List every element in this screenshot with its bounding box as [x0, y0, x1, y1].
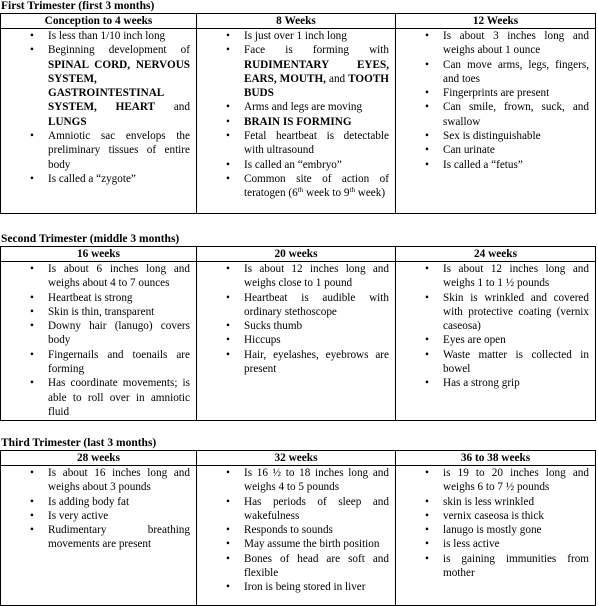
item-text: May assume the birth position: [244, 538, 380, 551]
list-item: [396, 537, 589, 551]
list-item: [1, 319, 190, 348]
item-text: and: [325, 72, 349, 85]
list-item: [396, 333, 589, 347]
bullet-list: [396, 466, 589, 580]
item-text: Is called a “fetus”: [443, 158, 523, 171]
item-text: Can move arms, legs, fingers, and toes: [443, 58, 589, 85]
item-text: Is called an “embryo”: [244, 158, 342, 171]
header-row: [1, 247, 596, 262]
list-item: [197, 319, 389, 333]
item-text: Is about 12 inches long and weighs close to 1 pound: [244, 263, 389, 290]
list-item: [197, 495, 389, 524]
emphasis-text: RUDIMENTARY EYES, EARS, MOUTH,: [244, 58, 389, 85]
list-item: [396, 86, 589, 100]
list-item: [197, 537, 389, 551]
item-text: Has coordinate movements; is able to roll over in amniotic fluid: [48, 377, 190, 418]
item-text: Hiccups: [244, 334, 281, 347]
superscript-text: th: [349, 186, 355, 195]
list-item: [197, 523, 389, 537]
list-item: [396, 58, 589, 87]
item-text: Is about 6 inches long and weighs about 4 to 7 ounces: [48, 263, 190, 290]
section-title: Third Trimester (last 3 months): [1, 437, 157, 449]
list-item: [197, 580, 389, 594]
list-item: [197, 43, 389, 100]
list-item: [1, 523, 190, 552]
item-text: Can urinate: [443, 144, 495, 157]
bullet-list: [1, 29, 190, 186]
column-header: 16 weeks: [1, 247, 197, 262]
list-item: [396, 509, 589, 523]
item-text: Is less than 1/10 inch long: [48, 30, 166, 42]
column-cell: [1, 466, 197, 606]
item-text: Sucks thumb: [244, 320, 303, 333]
item-text: and: [155, 101, 190, 114]
list-item: [197, 29, 389, 43]
column-cell: [197, 262, 396, 421]
column-header: Conception to 4 weeks: [1, 14, 197, 29]
item-text: vernix caseosa is thick: [443, 509, 544, 522]
item-text: Is 16 ½ to 18 inches long and weighs 4 to 5 pounds: [244, 467, 389, 494]
column-header: 8 Weeks: [197, 14, 396, 29]
list-item: [197, 291, 389, 320]
item-text: Eyes are open: [443, 334, 506, 347]
first-trimester-section: [0, 0, 597, 214]
column-header: 20 weeks: [197, 247, 396, 262]
list-item: [197, 172, 389, 201]
content-row: [1, 262, 596, 421]
emphasis-text: TOOTH BUDS: [244, 72, 389, 100]
item-text: Heartbeat is audible with ordinary stethoscope: [244, 291, 389, 318]
item-text: Amniotic sac envelops the preliminary tissues of entire body: [48, 130, 190, 171]
item-text: Is adding body fat: [48, 495, 130, 508]
item-text: Skin is thin, transparent: [48, 305, 155, 318]
item-text: Beginning development of: [48, 44, 190, 57]
bullet-list: [1, 466, 190, 552]
superscript-text: th: [297, 186, 304, 195]
trimester-table: [0, 450, 596, 606]
bullet-list: [197, 262, 389, 376]
item-text: Common site of action of teratogen (6: [244, 172, 389, 200]
list-item: [197, 466, 389, 495]
item-text: Waste matter is collected in bowel: [443, 348, 589, 376]
item-text: Has periods of sleep and wakefulness: [244, 495, 389, 522]
list-item: [197, 129, 389, 158]
item-text: Responds to sounds: [244, 524, 333, 537]
bullet-list: [1, 262, 190, 419]
item-text: Iron is being stored in liver: [244, 581, 366, 594]
bullet-list: [197, 466, 389, 595]
column-cell: [396, 262, 596, 421]
list-item: [1, 509, 190, 523]
item-text: is less active: [443, 538, 500, 551]
list-item: [1, 43, 190, 129]
item-text: Rudimentary breathing movements are present: [48, 524, 190, 551]
item-text: Is very active: [48, 509, 109, 522]
list-item: [1, 466, 190, 495]
item-text: Face is forming with: [244, 44, 389, 57]
bullet-list: [197, 29, 389, 201]
list-item: [1, 29, 190, 43]
list-item: [396, 466, 589, 495]
list-item: [197, 262, 389, 291]
list-item: [396, 495, 589, 509]
list-item: [1, 348, 190, 377]
list-item: [396, 29, 589, 58]
list-item: [396, 348, 589, 377]
second-trimester-section: [0, 233, 597, 421]
header-row: [1, 451, 596, 466]
column-cell: [396, 466, 596, 606]
section-title: First Trimester (first 3 months): [1, 0, 155, 12]
list-item: [396, 291, 589, 334]
list-item: [1, 495, 190, 509]
list-item: [1, 376, 190, 419]
item-text: Downy hair (lanugo) covers body: [48, 320, 190, 347]
item-text: Fingerprints are present: [443, 87, 550, 100]
item-text: skin is less wrinkled: [443, 495, 535, 508]
list-item: [1, 291, 190, 305]
section-title: Second Trimester (middle 3 months): [1, 233, 180, 245]
emphasis-text: BRAIN IS FORMING: [244, 115, 352, 128]
emphasis-text: SPINAL CORD, NERVOUS SYSTEM, GASTROINTESTINAL SYSTEM, HEART: [48, 58, 190, 114]
list-item: [396, 100, 589, 129]
column-header: 12 Weeks: [396, 14, 596, 29]
list-item: [396, 158, 589, 172]
item-text: week): [354, 187, 386, 200]
column-header: 36 to 38 weeks: [396, 451, 596, 466]
item-text: week to 9: [303, 187, 350, 200]
list-item: [396, 262, 589, 291]
emphasis-text: LUNGS: [48, 115, 87, 128]
item-text: lanugo is mostly gone: [443, 524, 542, 537]
item-text: Skin is wrinkled and covered with protective coating (vernix caseosa): [443, 291, 589, 333]
item-text: Fetal heartbeat is detectable with ultrasound: [244, 130, 389, 157]
item-text: Is about 12 inches long and weighs 1 to 1 ½ pounds: [443, 263, 589, 290]
item-text: Is about 16 inches long and weighs about 3 pounds: [48, 467, 190, 494]
column-cell: [1, 262, 197, 421]
bullet-list: [396, 262, 589, 391]
list-item: [197, 552, 389, 581]
column-header: 24 weeks: [396, 247, 596, 262]
column-header: 32 weeks: [197, 451, 396, 466]
item-text: Heartbeat is strong: [48, 291, 133, 304]
list-item: [1, 305, 190, 319]
third-trimester-section: [0, 437, 597, 606]
item-text: Arms and legs are moving: [244, 101, 363, 114]
list-item: [197, 348, 389, 377]
item-text: Sex is distinguishable: [443, 130, 541, 143]
item-text: is gaining immunities from mother: [443, 552, 589, 580]
list-item: [197, 100, 389, 114]
item-text: Hair, eyelashes, eyebrows are present: [244, 348, 389, 376]
list-item: [197, 115, 389, 129]
column-cell: [1, 29, 197, 214]
list-item: [1, 172, 190, 186]
content-row: [1, 29, 596, 214]
trimester-table: [0, 246, 596, 421]
list-item: [1, 129, 190, 172]
list-item: [396, 129, 589, 143]
list-item: [396, 523, 589, 537]
content-row: [1, 466, 596, 606]
item-text: is 19 to 20 inches long and weighs 6 to 7 ½ pounds: [443, 467, 589, 494]
list-item: [396, 552, 589, 581]
item-text: Is just over 1 inch long: [244, 30, 347, 42]
list-item: [396, 376, 589, 390]
list-item: [396, 143, 589, 157]
item-text: Can smile, frown, suck, and swallow: [443, 101, 589, 128]
trimester-table: [0, 13, 596, 214]
column-cell: [197, 29, 396, 214]
item-text: Bones of head are soft and flexible: [244, 552, 389, 580]
item-text: Fingernails and toenails are forming: [48, 348, 190, 376]
list-item: [1, 262, 190, 291]
item-text: Is called a “zygote”: [48, 172, 136, 185]
list-item: [197, 158, 389, 172]
item-text: Has a strong grip: [443, 377, 520, 390]
column-header: 28 weeks: [1, 451, 197, 466]
header-row: [1, 14, 596, 29]
list-item: [197, 333, 389, 347]
column-cell: [396, 29, 596, 214]
item-text: Is about 3 inches long and weighs about 1 ounce: [443, 30, 589, 57]
bullet-list: [396, 29, 589, 172]
column-cell: [197, 466, 396, 606]
